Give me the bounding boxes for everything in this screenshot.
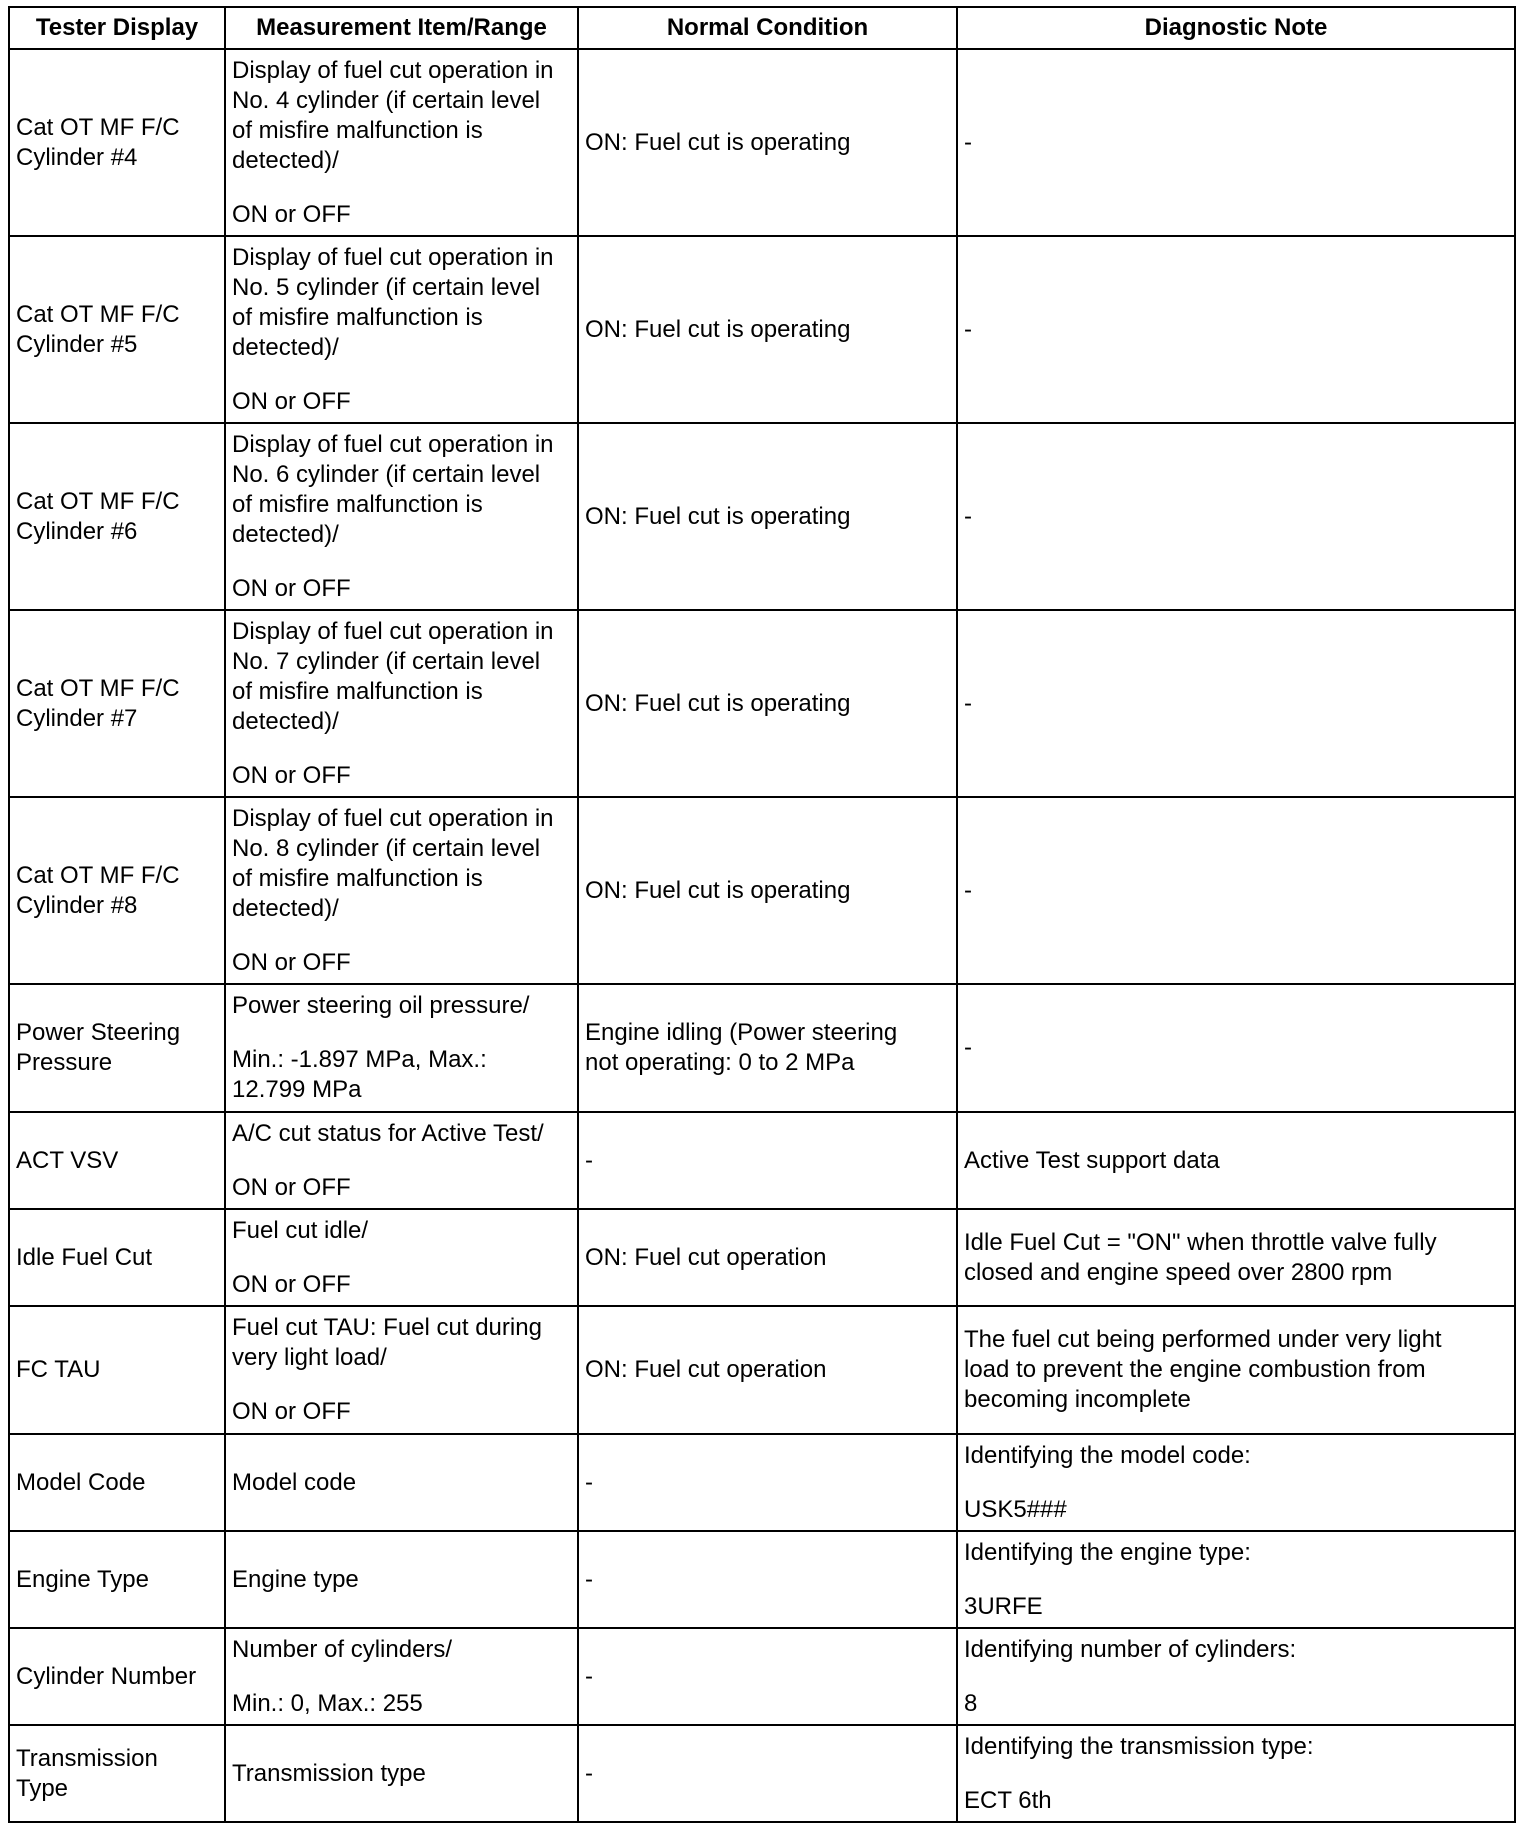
normal-condition-cell xyxy=(578,236,957,423)
measurement-item-cell-line: Display of fuel cut operation in xyxy=(232,617,554,645)
table-row xyxy=(9,1434,1515,1531)
tester-display-cell xyxy=(9,49,225,236)
diagnostic-note-cell xyxy=(957,1306,1515,1434)
table-row xyxy=(9,49,1515,236)
measurement-item-cell-value-line: Min.: -1.897 MPa, Max.: xyxy=(232,1046,487,1073)
measurement-item-cell xyxy=(225,1306,578,1434)
header-tester-display: Tester Display xyxy=(9,7,225,49)
measurement-item-cell xyxy=(225,1434,578,1531)
table-row xyxy=(9,236,1515,423)
table-row xyxy=(9,1531,1515,1628)
normal-condition-cell-line: ON: Fuel cut operation xyxy=(585,1356,827,1383)
measurement-item-cell-value-line: ON or OFF xyxy=(232,574,351,602)
tester-display-cell-line: Model Code xyxy=(16,1468,146,1496)
diagnostic-note-cell-line: Identifying the model code: xyxy=(964,1441,1251,1469)
line-gap xyxy=(232,737,571,761)
tester-display-cell-line: Cat OT MF F/C xyxy=(16,113,180,141)
diagnostic-note-cell xyxy=(957,610,1515,797)
tester-display-cell-line: Cylinder #6 xyxy=(16,517,138,545)
normal-condition-cell xyxy=(578,1628,957,1725)
diagnostic-data-table xyxy=(8,6,1516,1823)
table-row xyxy=(9,423,1515,610)
measurement-item-cell-line: detected)/ xyxy=(232,520,339,548)
table-body xyxy=(9,49,1515,1822)
measurement-item-cell-line: Engine type xyxy=(232,1565,359,1593)
measurement-item-cell-line: Transmission type xyxy=(232,1759,426,1787)
tester-display-cell-line: Cylinder #7 xyxy=(16,704,138,732)
measurement-item-cell xyxy=(225,984,578,1112)
diagnostic-note-cell-line: - xyxy=(964,315,972,343)
line-gap xyxy=(232,363,571,387)
normal-condition-cell-line: ON: Fuel cut is operating xyxy=(585,128,851,156)
normal-condition-cell xyxy=(578,1725,957,1822)
line-gap xyxy=(232,1665,571,1689)
normal-condition-cell xyxy=(578,1112,957,1209)
measurement-item-cell-line: detected)/ xyxy=(232,894,339,922)
normal-condition-cell xyxy=(578,984,957,1112)
line-gap xyxy=(964,1762,1508,1786)
measurement-item-cell xyxy=(225,1628,578,1725)
measurement-item-cell-line: Display of fuel cut operation in xyxy=(232,243,554,271)
measurement-item-cell xyxy=(225,423,578,610)
tester-display-cell xyxy=(9,1434,225,1531)
table-row xyxy=(9,797,1515,984)
tester-display-cell-line: Power Steering xyxy=(16,1019,181,1046)
diagnostic-note-cell-line: - xyxy=(964,1034,972,1061)
normal-condition-cell-line: Engine idling (Power steering xyxy=(585,1019,898,1046)
measurement-item-cell-value-line: Min.: 0, Max.: 255 xyxy=(232,1689,423,1717)
normal-condition-cell-line: not operating: 0 to 2 MPa xyxy=(585,1049,855,1076)
tester-display-cell-line: Cylinder Number xyxy=(16,1662,197,1690)
diagnostic-note-cell xyxy=(957,49,1515,236)
diagnostic-note-cell-value-line: USK5### xyxy=(964,1495,1067,1523)
diagnostic-note-cell-line: The fuel cut being performed under very light xyxy=(964,1326,1442,1353)
table-row xyxy=(9,984,1515,1112)
measurement-item-cell-line: No. 6 cylinder (if certain level xyxy=(232,460,541,488)
measurement-item-cell-line: No. 5 cylinder (if certain level xyxy=(232,273,541,301)
line-gap xyxy=(232,1149,571,1173)
tester-display-cell-line: ACT VSV xyxy=(16,1146,119,1174)
measurement-item-cell xyxy=(225,1112,578,1209)
measurement-item-cell-line: of misfire malfunction is xyxy=(232,677,483,705)
normal-condition-cell-line: ON: Fuel cut is operating xyxy=(585,502,851,530)
table-row xyxy=(9,1112,1515,1209)
header-normal-condition: Normal Condition xyxy=(578,7,957,49)
measurement-item-cell-value-line: 12.799 MPa xyxy=(232,1076,362,1103)
diagnostic-note-cell-line: Idle Fuel Cut = "ON" when throttle valve fully xyxy=(964,1228,1437,1256)
diagnostic-note-cell-line: becoming incomplete xyxy=(964,1386,1191,1413)
measurement-item-cell-line: No. 8 cylinder (if certain level xyxy=(232,834,541,862)
diagnostic-note-cell-line: - xyxy=(964,689,972,717)
line-gap xyxy=(232,176,571,200)
normal-condition-cell-line: - xyxy=(585,1565,593,1593)
normal-condition-cell xyxy=(578,1306,957,1434)
measurement-item-cell-line: Fuel cut idle/ xyxy=(232,1216,369,1244)
table-row xyxy=(9,1306,1515,1434)
measurement-item-cell-line: Fuel cut TAU: Fuel cut during xyxy=(232,1314,542,1341)
measurement-item-cell xyxy=(225,1209,578,1306)
measurement-item-cell xyxy=(225,1531,578,1628)
diagnostic-note-cell-line: Active Test support data xyxy=(964,1146,1220,1174)
tester-display-cell-line: FC TAU xyxy=(16,1356,101,1383)
measurement-item-cell xyxy=(225,49,578,236)
tester-display-cell xyxy=(9,797,225,984)
table-header-row xyxy=(9,7,1515,49)
measurement-item-cell-value-line: ON or OFF xyxy=(232,948,351,976)
tester-display-cell-line: Idle Fuel Cut xyxy=(16,1243,153,1271)
diagnostic-note-cell xyxy=(957,1209,1515,1306)
line-gap xyxy=(964,1568,1508,1592)
measurement-item-cell-line: A/C cut status for Active Test/ xyxy=(232,1119,544,1147)
normal-condition-cell-line: - xyxy=(585,1759,593,1787)
line-gap xyxy=(232,924,571,948)
normal-condition-cell-line: - xyxy=(585,1146,593,1174)
normal-condition-cell-line: ON: Fuel cut is operating xyxy=(585,689,851,717)
normal-condition-cell xyxy=(578,1531,957,1628)
tester-display-cell-line: Transmission xyxy=(16,1744,158,1772)
diagnostic-note-cell xyxy=(957,984,1515,1112)
tester-display-cell-line: Type xyxy=(16,1774,69,1802)
table-row xyxy=(9,610,1515,797)
measurement-item-cell-value-line: ON or OFF xyxy=(232,200,351,228)
tester-display-cell-line: Cat OT MF F/C xyxy=(16,674,180,702)
measurement-item-cell-line: Power steering oil pressure/ xyxy=(232,992,530,1019)
measurement-item-cell-line: No. 7 cylinder (if certain level xyxy=(232,647,541,675)
measurement-item-cell-line: of misfire malfunction is xyxy=(232,864,483,892)
diagnostic-note-cell xyxy=(957,1434,1515,1531)
normal-condition-cell-line: - xyxy=(585,1468,593,1496)
tester-display-cell xyxy=(9,1306,225,1434)
line-gap xyxy=(232,550,571,574)
table-row xyxy=(9,1209,1515,1306)
diagnostic-note-cell-line: Identifying the engine type: xyxy=(964,1538,1251,1566)
tester-display-cell-line: Cat OT MF F/C xyxy=(16,487,180,515)
measurement-item-cell-value-line: ON or OFF xyxy=(232,1173,351,1201)
tester-display-cell-line: Cat OT MF F/C xyxy=(16,861,180,889)
diagnostic-note-cell xyxy=(957,1112,1515,1209)
diagnostic-note-cell-value-line: ECT 6th xyxy=(964,1786,1052,1814)
diagnostic-note-cell xyxy=(957,1628,1515,1725)
tester-display-cell xyxy=(9,1725,225,1822)
measurement-item-cell xyxy=(225,236,578,423)
header-measurement-item: Measurement Item/Range xyxy=(225,7,578,49)
measurement-item-cell xyxy=(225,1725,578,1822)
normal-condition-cell xyxy=(578,1434,957,1531)
measurement-item-cell-value-line: ON or OFF xyxy=(232,387,351,415)
diagnostic-note-cell xyxy=(957,1725,1515,1822)
measurement-item-cell-line: very light load/ xyxy=(232,1344,387,1371)
tester-display-cell-line: Cylinder #5 xyxy=(16,330,138,358)
normal-condition-cell-line: ON: Fuel cut is operating xyxy=(585,315,851,343)
diagnostic-note-cell-line: closed and engine speed over 2800 rpm xyxy=(964,1258,1393,1286)
measurement-item-cell xyxy=(225,610,578,797)
tester-display-cell xyxy=(9,1531,225,1628)
measurement-item-cell-line: Display of fuel cut operation in xyxy=(232,56,554,84)
line-gap xyxy=(232,1021,571,1045)
measurement-item-cell xyxy=(225,797,578,984)
line-gap xyxy=(964,1471,1508,1495)
header-diagnostic-note: Diagnostic Note xyxy=(957,7,1515,49)
tester-display-cell-line: Cylinder #8 xyxy=(16,891,138,919)
diagnostic-note-cell-line: load to prevent the engine combustion from xyxy=(964,1356,1426,1383)
diagnostic-note-cell-line: Identifying number of cylinders: xyxy=(964,1635,1297,1663)
line-gap xyxy=(232,1373,571,1397)
table-row xyxy=(9,1725,1515,1822)
diagnostic-note-cell-line: - xyxy=(964,876,972,904)
measurement-item-cell-value-line: ON or OFF xyxy=(232,1270,351,1298)
measurement-item-cell-line: Model code xyxy=(232,1468,357,1496)
diagnostic-note-cell-line: - xyxy=(964,128,972,156)
normal-condition-cell xyxy=(578,423,957,610)
diagnostic-note-cell xyxy=(957,797,1515,984)
tester-display-cell-line: Cylinder #4 xyxy=(16,143,138,171)
normal-condition-cell xyxy=(578,49,957,236)
measurement-item-cell-line: of misfire malfunction is xyxy=(232,490,483,518)
measurement-item-cell-line: detected)/ xyxy=(232,333,339,361)
normal-condition-cell xyxy=(578,1209,957,1306)
tester-display-cell-line: Cat OT MF F/C xyxy=(16,300,180,328)
tester-display-cell-line: Engine Type xyxy=(16,1565,149,1593)
tester-display-cell xyxy=(9,610,225,797)
tester-display-cell xyxy=(9,1209,225,1306)
normal-condition-cell-line: ON: Fuel cut is operating xyxy=(585,876,851,904)
measurement-item-cell-value-line: ON or OFF xyxy=(232,1398,351,1425)
normal-condition-cell xyxy=(578,797,957,984)
diagnostic-note-cell-line: - xyxy=(964,502,972,530)
measurement-item-cell-value-line: ON or OFF xyxy=(232,761,351,789)
measurement-item-cell-line: detected)/ xyxy=(232,707,339,735)
diagnostic-note-cell xyxy=(957,236,1515,423)
line-gap xyxy=(964,1665,1508,1689)
diagnostic-note-cell xyxy=(957,1531,1515,1628)
measurement-item-cell-line: detected)/ xyxy=(232,146,339,174)
measurement-item-cell-line: No. 4 cylinder (if certain level xyxy=(232,86,541,114)
measurement-item-cell-line: Display of fuel cut operation in xyxy=(232,804,554,832)
normal-condition-cell-line: ON: Fuel cut operation xyxy=(585,1243,827,1271)
tester-display-cell xyxy=(9,1628,225,1725)
measurement-item-cell-line: of misfire malfunction is xyxy=(232,116,483,144)
tester-display-cell xyxy=(9,236,225,423)
tester-display-cell xyxy=(9,423,225,610)
tester-display-cell xyxy=(9,984,225,1112)
diagnostic-note-cell-value-line: 3URFE xyxy=(964,1592,1043,1620)
line-gap xyxy=(232,1246,571,1270)
diagnostic-note-cell-line: Identifying the transmission type: xyxy=(964,1732,1314,1760)
measurement-item-cell-line: Number of cylinders/ xyxy=(232,1635,453,1663)
diagnostic-note-cell xyxy=(957,423,1515,610)
tester-display-cell xyxy=(9,1112,225,1209)
normal-condition-cell xyxy=(578,610,957,797)
diagnostic-note-cell-value-line: 8 xyxy=(964,1689,978,1717)
measurement-item-cell-line: of misfire malfunction is xyxy=(232,303,483,331)
measurement-item-cell-line: Display of fuel cut operation in xyxy=(232,430,554,458)
normal-condition-cell-line: - xyxy=(585,1662,593,1690)
tester-display-cell-line: Pressure xyxy=(16,1049,113,1076)
table-row xyxy=(9,1628,1515,1725)
